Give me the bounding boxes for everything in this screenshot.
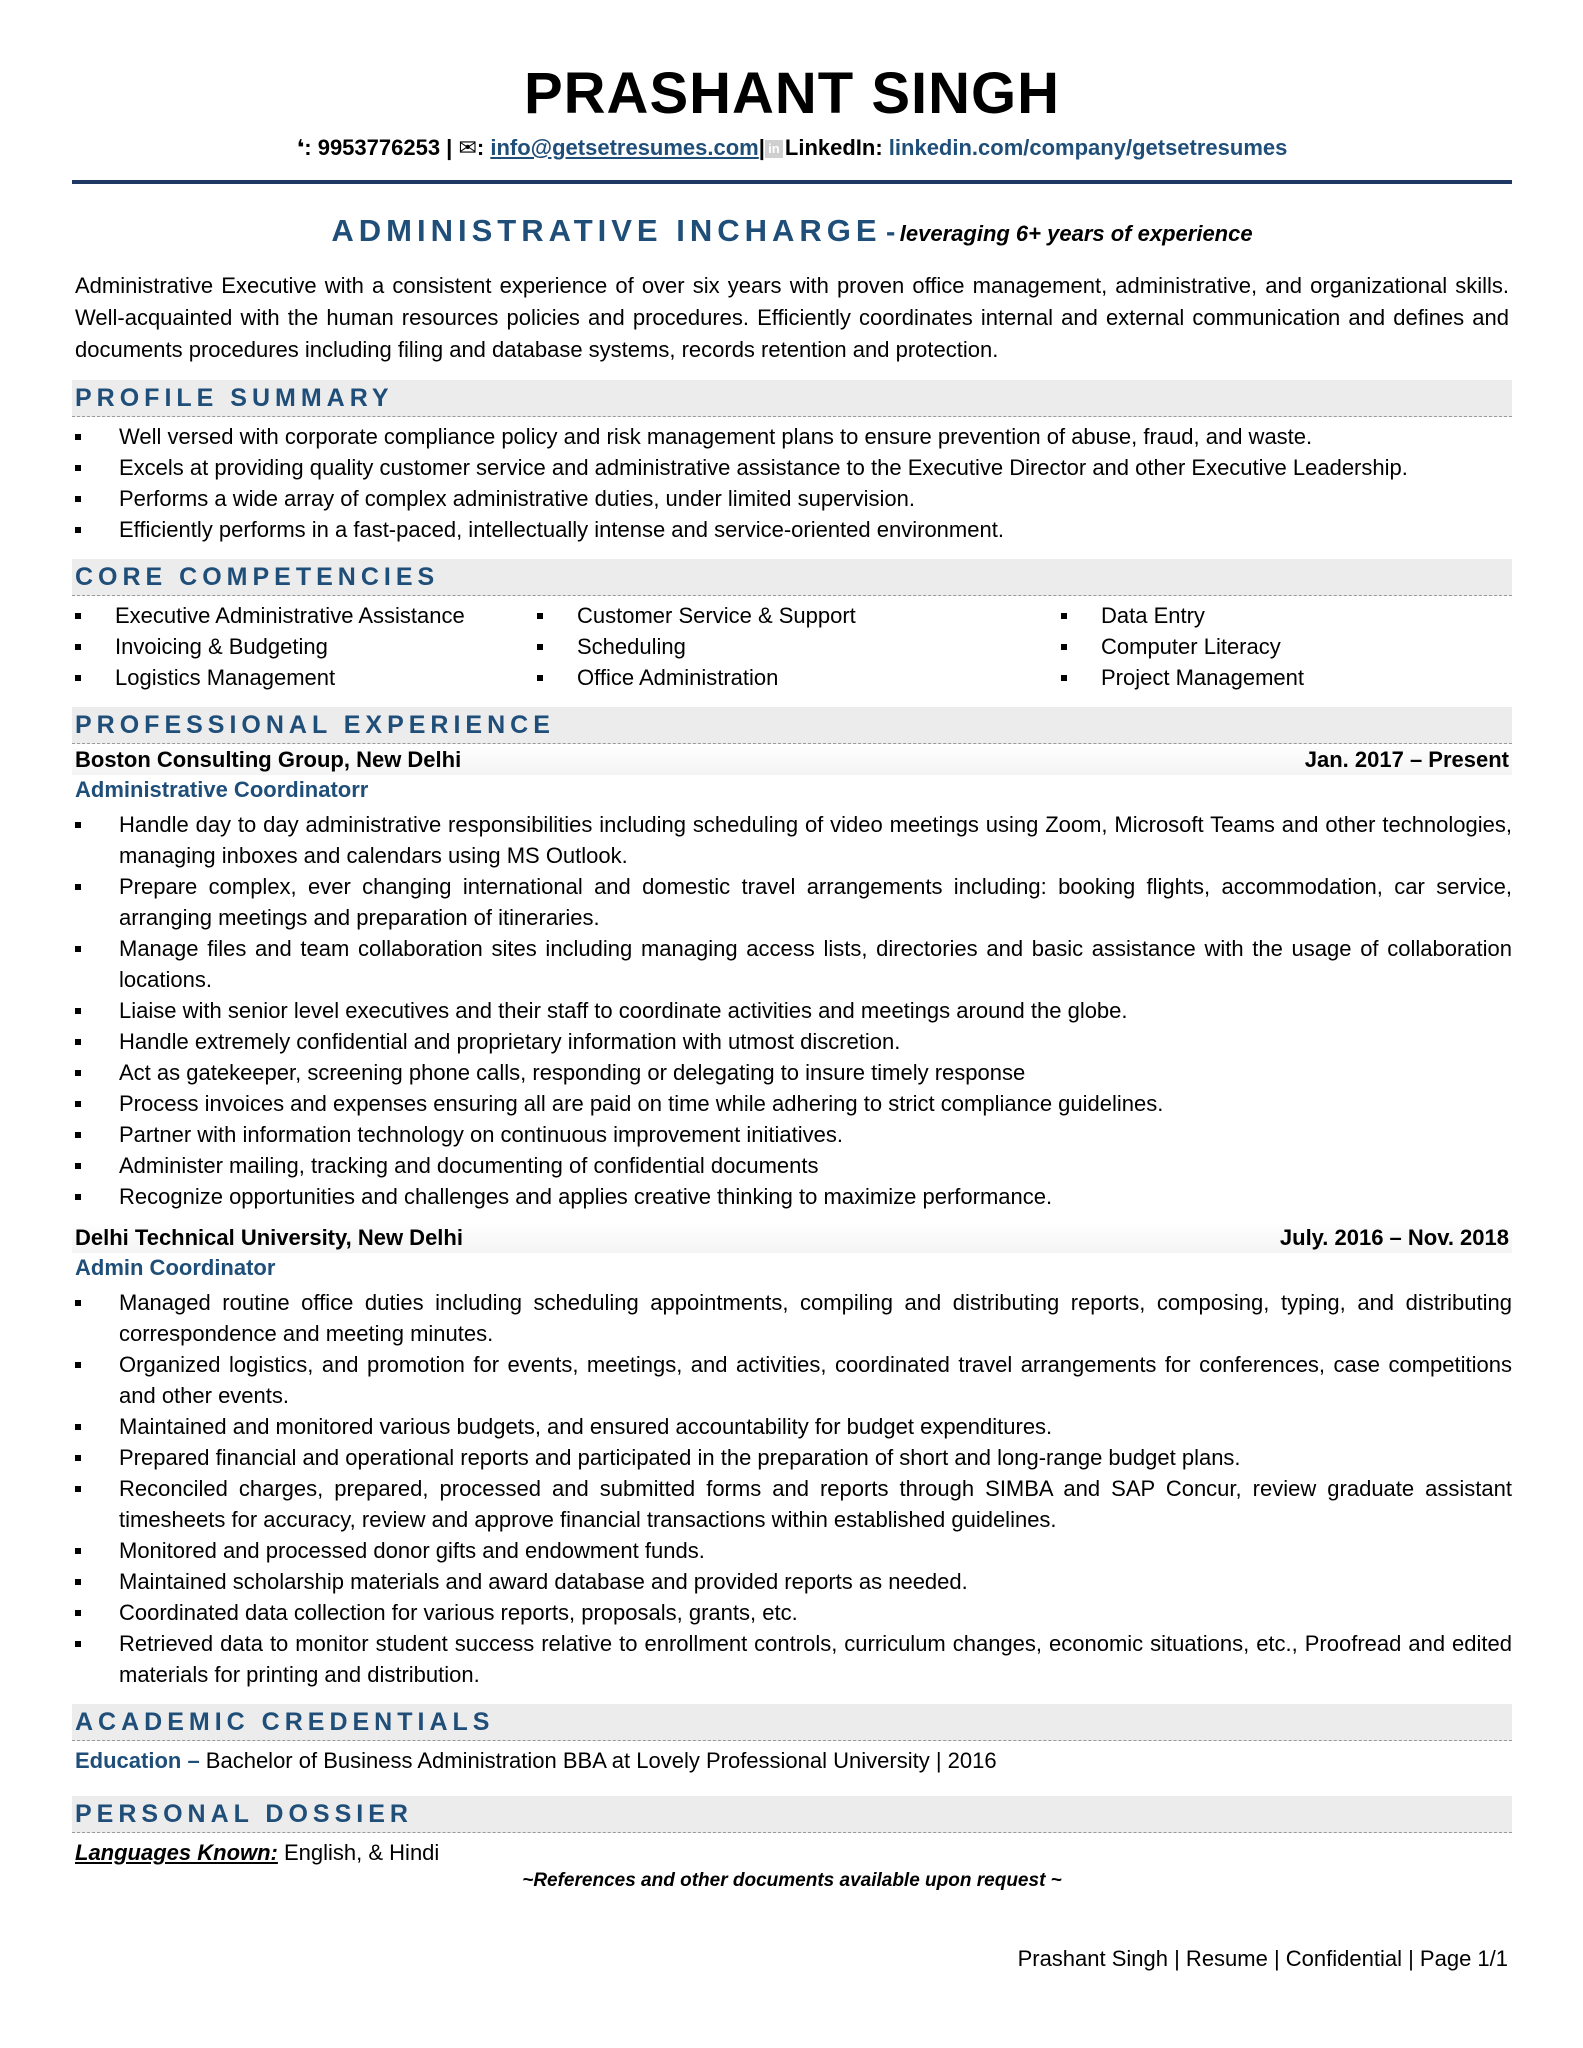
competencies-grid — [72, 600, 1512, 693]
job-company: Delhi Technical University, New Delhi — [75, 1225, 463, 1250]
resume-page — [72, 0, 1512, 1971]
envelope-icon: ✉ — [458, 135, 477, 160]
intro-paragraph: Administrative Executive with a consistent experience of over six years with proven office management, administrative, and organizational skills. Well-acquainted with the human resources policies and procedures. Efficiently coordinates internal and external communication and defines and documents procedures including filing and database systems, records retention and protection. — [75, 273, 1509, 362]
section-header-personal-dossier — [72, 1796, 1512, 1833]
list-item: Well versed with corporate compliance policy and risk management plans to ensure prevention of abuse, fraud, and waste. — [72, 421, 1512, 452]
list-item: Liaise with senior level executives and their staff to coordinate activities and meetings around the globe. — [72, 995, 1512, 1026]
competencies-column-2 — [534, 600, 1058, 693]
education-label: Education – — [75, 1748, 200, 1773]
competency-item: Logistics Management — [72, 662, 534, 693]
phone-icon: ❛ — [296, 135, 305, 160]
page-footer: Prashant Singh | Resume | Confidential | Page 1/1 — [1017, 1946, 1508, 1971]
competency-item: Scheduling — [534, 631, 1058, 662]
headline-dash: - — [886, 216, 896, 247]
headline — [72, 214, 1512, 254]
list-item: Reconciled charges, prepared, processed and submitted forms and reports through SIMBA and SAP Concur, review graduate assistant timesheets for accuracy, review and approve financial transactions within established guidelines. — [72, 1473, 1512, 1535]
list-item: Managed routine office duties including scheduling appointments, compiling and distributing reports, composing, typing, and distributing correspondence and meeting minutes. — [72, 1287, 1512, 1349]
list-item: Recognize opportunities and challenges and applies creative thinking to maximize performance. — [72, 1181, 1512, 1212]
competency-item: Project Management — [1058, 662, 1512, 693]
section-title: PROFILE SUMMARY — [75, 384, 394, 412]
list-item: Prepared financial and operational reports and participated in the preparation of short and long-range budget plans. — [72, 1442, 1512, 1473]
references-note: ~References and other documents available upon request ~ — [522, 1870, 1062, 1891]
candidate-name: PRASHANT SINGH — [523, 61, 1061, 126]
languages-line — [72, 1837, 1512, 1868]
job-role: Administrative Coordinatorr — [75, 777, 369, 802]
email-link[interactable]: info@getsetresumes.com — [490, 135, 759, 160]
list-item: Monitored and processed donor gifts and endowment funds. — [72, 1535, 1512, 1566]
list-item: Handle extremely confidential and proprietary information with utmost discretion. — [72, 1026, 1512, 1057]
section-header-profile-summary — [72, 380, 1512, 417]
job-dates: Jan. 2017 – Present — [1304, 747, 1509, 772]
list-item: Act as gatekeeper, screening phone calls, responding or delegating to insure timely response — [72, 1057, 1512, 1088]
job-header — [72, 744, 1512, 775]
headline-tagline: leveraging 6+ years of experience — [899, 221, 1253, 246]
education-line — [72, 1745, 1512, 1776]
headline-title: ADMINISTRATIVE INCHARGE — [331, 213, 882, 248]
linkedin-icon: in — [765, 140, 783, 158]
header-divider — [72, 180, 1512, 184]
job-dates: July. 2016 – Nov. 2018 — [1279, 1225, 1509, 1250]
languages-label: Languages Known: — [75, 1840, 278, 1865]
job-bullets — [72, 1287, 1512, 1690]
section-header-core-competencies — [72, 559, 1512, 596]
job-header — [72, 1222, 1512, 1253]
competency-item: Customer Service & Support — [534, 600, 1058, 631]
competency-item: Data Entry — [1058, 600, 1512, 631]
list-item: Coordinated data collection for various reports, proposals, grants, etc. — [72, 1597, 1512, 1628]
email-separator: : — [476, 135, 491, 160]
job-role: Admin Coordinator — [75, 1255, 276, 1280]
contact-bar: | — [758, 135, 765, 160]
list-item: Maintained and monitored various budgets, and ensured accountability for budget expenditures. — [72, 1411, 1512, 1442]
list-item: Prepare complex, ever changing international and domestic travel arrangements including: booking flights, accommodation, car service, arranging meetings and preparation of itineraries. — [72, 871, 1512, 933]
list-item: Manage files and team collaboration sites including managing access lists, directories and basic assistance with the usage of collaboration locations. — [72, 933, 1512, 995]
section-header-academic-credentials — [72, 1704, 1512, 1741]
list-item: Organized logistics, and promotion for events, meetings, and activities, coordinated travel arrangements for conferences, case competitions and other events. — [72, 1349, 1512, 1411]
section-title: ACADEMIC CREDENTIALS — [75, 1708, 495, 1736]
competency-item: Computer Literacy — [1058, 631, 1512, 662]
list-item: Administer mailing, tracking and documenting of confidential documents — [72, 1150, 1512, 1181]
list-item: Process invoices and expenses ensuring all are paid on time while adhering to strict compliance guidelines. — [72, 1088, 1512, 1119]
list-item: Maintained scholarship materials and award database and provided reports as needed. — [72, 1566, 1512, 1597]
profile-summary-list — [72, 421, 1512, 545]
list-item: Excels at providing quality customer service and administrative assistance to the Executive Director and other Executive Leadership. — [72, 452, 1512, 483]
competency-item: Office Administration — [534, 662, 1058, 693]
job-company: Boston Consulting Group, New Delhi — [75, 747, 462, 772]
languages-text: English, & Hindi — [277, 1840, 440, 1865]
education-text: Bachelor of Business Administration BBA at Lovely Professional University | 2016 — [199, 1748, 997, 1773]
linkedin-label: LinkedIn: — [784, 135, 889, 160]
job-bullets — [72, 809, 1512, 1212]
competencies-column-1 — [72, 600, 534, 693]
section-title: PROFESSIONAL EXPERIENCE — [75, 711, 555, 739]
list-item: Handle day to day administrative responsibilities including scheduling of video meetings using Zoom, Microsoft Teams and other technologies, managing inboxes and calendars using MS Outlook. — [72, 809, 1512, 871]
section-title: PERSONAL DOSSIER — [75, 1800, 413, 1828]
list-item: Efficiently performs in a fast-paced, intellectually intense and service-oriented environment. — [72, 514, 1512, 545]
list-item: Retrieved data to monitor student success relative to enrollment controls, curriculum changes, economic situations, etc., Proofread and edited materials for printing and distribution. — [72, 1628, 1512, 1690]
section-title: CORE COMPETENCIES — [75, 563, 440, 591]
list-item: Performs a wide array of complex administrative duties, under limited supervision. — [72, 483, 1512, 514]
contact-line — [72, 134, 1512, 162]
competency-item: Invoicing & Budgeting — [72, 631, 534, 662]
list-item: Partner with information technology on continuous improvement initiatives. — [72, 1119, 1512, 1150]
section-header-professional-experience — [72, 707, 1512, 744]
linkedin-link[interactable]: linkedin.com/company/getsetresumes — [888, 135, 1288, 160]
phone-text: : 9953776253 | — [304, 135, 459, 160]
competencies-column-3 — [1058, 600, 1512, 693]
competency-item: Executive Administrative Assistance — [72, 600, 534, 631]
